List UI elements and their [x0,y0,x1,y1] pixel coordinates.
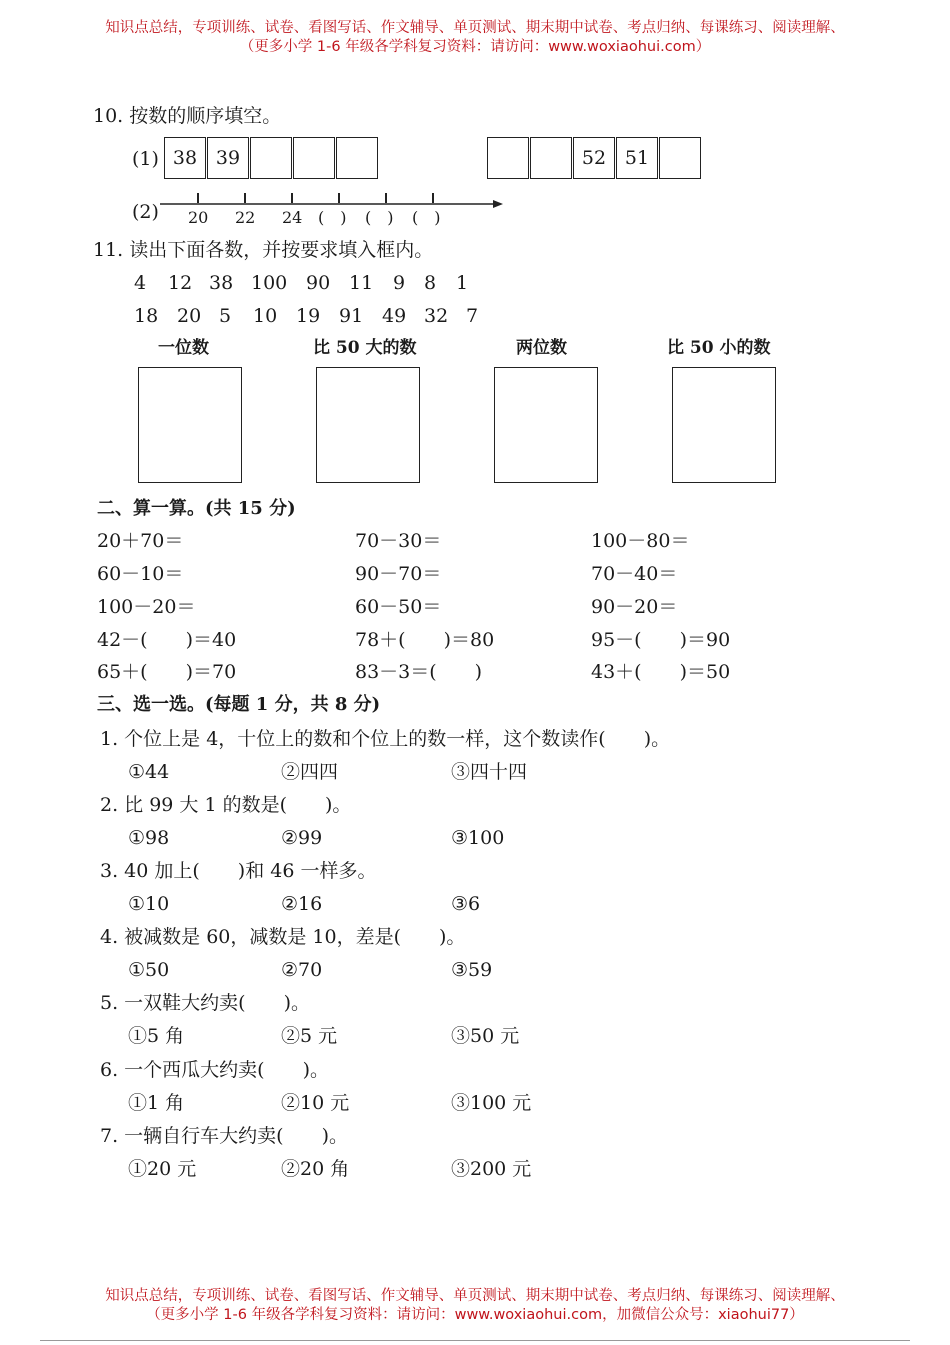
q11-number: 1 [456,272,469,294]
section-2-title: 二、算一算。(共 15 分) [97,498,296,519]
choice-question: 7. 一辆自行车大约卖( )。 [100,1125,348,1147]
q10-row-a-cell[interactable] [336,137,378,179]
q11-number: 100 [251,272,288,294]
choice-option[interactable]: ①5 角 [128,1025,185,1047]
choice-option[interactable]: ①44 [128,761,170,783]
choice-option[interactable]: ②5 元 [281,1025,338,1047]
choice-option[interactable]: ②99 [281,827,323,849]
q11-number: 49 [382,305,407,327]
q10-row-a-cell[interactable] [250,137,292,179]
q11-number: 4 [134,272,147,294]
q11-number: 11 [349,272,374,294]
choice-question: 2. 比 99 大 1 的数是( )。 [100,794,352,816]
choice-option[interactable]: ③59 [451,959,493,981]
calc-item[interactable]: 60－50＝ [355,596,442,618]
choice-option[interactable]: ③50 元 [451,1025,520,1047]
q10-row-b-cell[interactable] [530,137,572,179]
q10-part2-label: (2) [132,201,159,223]
number-line-tick [291,193,293,203]
calc-item[interactable]: 100－20＝ [97,596,196,618]
q10-row-b-cell: 52 [573,137,615,179]
calc-item[interactable]: 42－( )＝40 [97,629,237,651]
choice-option[interactable]: ②20 角 [281,1158,350,1180]
category-label: 一位数 [158,338,209,358]
q11-number: 90 [306,272,331,294]
choice-option[interactable]: ①10 [128,893,170,915]
choice-option[interactable]: ②70 [281,959,323,981]
choice-option[interactable]: ②10 元 [281,1092,350,1114]
q11-number: 38 [209,272,234,294]
category-label: 比 50 小的数 [667,338,771,358]
q11-title: 11. 读出下面各数，并按要求填入框内。 [93,239,434,261]
q11-number: 19 [296,305,321,327]
number-line-tick [432,193,434,203]
calc-item[interactable]: 65＋( )＝70 [97,661,237,683]
number-line-label: 22 [235,208,256,227]
choice-option[interactable]: ③四十四 [451,761,528,783]
answer-box-greater-than-50[interactable] [316,367,420,483]
choice-option[interactable]: ③100 [451,827,505,849]
page-bottom-divider [40,1340,910,1341]
number-line-blank[interactable]: ( ) [318,208,347,227]
q11-number: 32 [424,305,449,327]
q11-number: 12 [168,272,193,294]
answer-box-one-digit[interactable] [138,367,242,483]
choice-option[interactable]: ①20 元 [128,1158,197,1180]
calc-item[interactable]: 90－20＝ [591,596,678,618]
calc-item[interactable]: 83－3＝( ) [355,661,483,683]
calc-item[interactable]: 78＋( )＝80 [355,629,495,651]
number-line-tick [197,193,199,203]
choice-option[interactable]: ③200 元 [451,1158,532,1180]
header-line-1: 知识点总结，专项训练、试卷、看图写话、作文辅导、单页测试、期末期中试卷、考点归纳、每课练习、阅读理解、 [105,20,845,36]
q10-title: 10. 按数的顺序填空。 [93,105,282,127]
choice-option[interactable]: ③6 [451,893,481,915]
q11-number: 91 [339,305,364,327]
q10-row-a-cell: 39 [207,137,249,179]
section-3-title: 三、选一选。(每题 1 分，共 8 分) [97,694,381,715]
number-line-label: 20 [188,208,209,227]
choice-option[interactable]: ③100 元 [451,1092,532,1114]
q11-number: 20 [177,305,202,327]
answer-box-two-digit[interactable] [494,367,598,483]
footer-line-1: 知识点总结，专项训练、试卷、看图写话、作文辅导、单页测试、期末期中试卷、考点归纳、每课练习、阅读理解、 [105,1288,845,1304]
calc-item[interactable]: 70－30＝ [355,530,442,552]
number-line-tick [385,193,387,203]
choice-option[interactable]: ①50 [128,959,170,981]
calc-item[interactable]: 95－( )＝90 [591,629,731,651]
calc-item[interactable]: 43＋( )＝50 [591,661,731,683]
number-line-blank[interactable]: ( ) [365,208,394,227]
choice-question: 3. 40 加上( )和 46 一样多。 [100,860,377,882]
choice-option[interactable]: ②16 [281,893,323,915]
q10-row-b-cell: 51 [616,137,658,179]
q11-number: 10 [253,305,278,327]
choice-question: 4. 被减数是 60，减数是 10，差是( )。 [100,926,466,948]
choice-option[interactable]: ①98 [128,827,170,849]
q10-row-b-cell[interactable] [487,137,529,179]
number-line-tick [338,193,340,203]
q11-number: 7 [466,305,479,327]
calc-item[interactable]: 20＋70＝ [97,530,184,552]
number-line-label: 24 [282,208,303,227]
q11-number: 8 [424,272,437,294]
q11-number: 18 [134,305,159,327]
choice-question: 6. 一个西瓜大约卖( )。 [100,1059,329,1081]
answer-box-less-than-50[interactable] [672,367,776,483]
number-line-blank[interactable]: ( ) [412,208,441,227]
calc-item[interactable]: 60－10＝ [97,563,184,585]
q10-row-a-cell[interactable] [293,137,335,179]
choice-question: 5. 一双鞋大约卖( )。 [100,992,310,1014]
q10-row-b-cell[interactable] [659,137,701,179]
q10-row-a-cell: 38 [164,137,206,179]
calc-item[interactable]: 100－80＝ [591,530,690,552]
calc-item[interactable]: 70－40＝ [591,563,678,585]
footer-line-2: （更多小学 1-6 年级各学科复习资料：请访问：www.woxiaohui.com，加微信公众号：xiaohui77） [146,1307,804,1323]
number-line-tick [244,193,246,203]
choice-option[interactable]: ②四四 [281,761,339,783]
header-line-2: （更多小学 1-6 年级各学科复习资料：请访问：www.woxiaohui.com） [239,39,711,55]
choice-option[interactable]: ①1 角 [128,1092,185,1114]
calc-item[interactable]: 90－70＝ [355,563,442,585]
category-label: 两位数 [516,338,567,358]
q11-number: 5 [219,305,232,327]
q11-number: 9 [393,272,406,294]
q10-part1-label: (1) [132,148,159,170]
category-label: 比 50 大的数 [313,338,417,358]
choice-question: 1. 个位上是 4，十位上的数和个位上的数一样，这个数读作( )。 [100,728,671,750]
